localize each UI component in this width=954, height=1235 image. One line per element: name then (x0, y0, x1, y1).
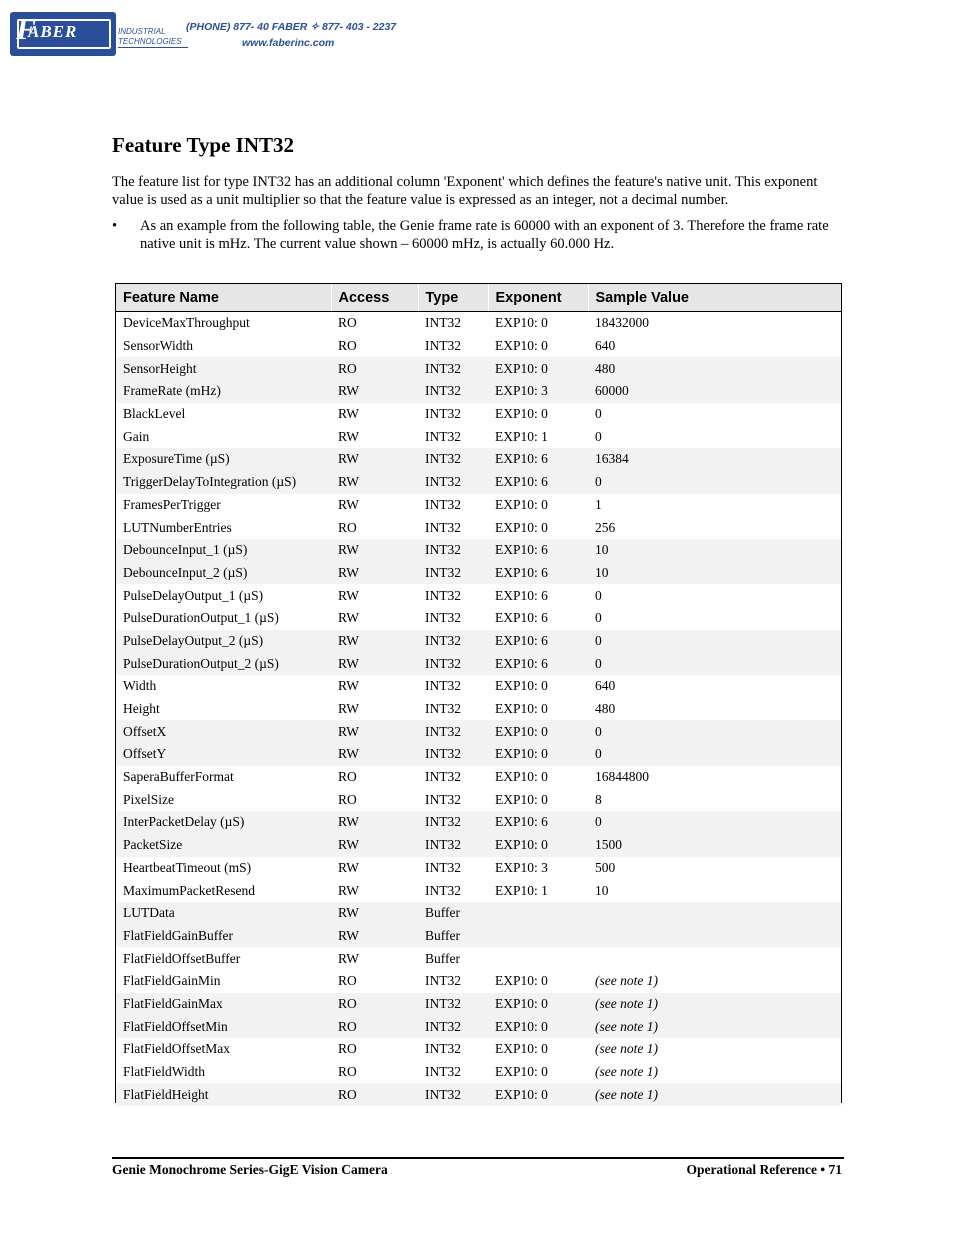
cell-access: RW (331, 630, 418, 653)
cell-exponent: EXP10: 6 (488, 562, 588, 585)
cell-feature-name: DebounceInput_2 (µS) (116, 562, 331, 585)
cell-type: INT32 (425, 519, 461, 535)
cell-feature-name: Height (123, 701, 160, 717)
cell-exponent: EXP10: 0 (488, 357, 588, 380)
cell-exponent: EXP10: 0 (495, 519, 548, 535)
cell-sample-value: 1 (595, 496, 602, 512)
cell-exponent: EXP10: 0 (495, 769, 548, 785)
cell-feature-name: BlackLevel (123, 406, 186, 422)
cell-exponent: EXP10: 6 (488, 471, 588, 494)
cell-sample-value: 0 (595, 406, 602, 422)
cell-sample-value (588, 902, 841, 925)
cell-sample-value: 16844800 (595, 769, 649, 785)
table-row (116, 1061, 841, 1084)
table-row (116, 1015, 841, 1038)
cell-exponent: EXP10: 0 (495, 1064, 548, 1080)
table-row (116, 335, 841, 358)
cell-feature-name: FlatFieldWidth (123, 1064, 205, 1080)
table-row (116, 471, 841, 494)
cell-exponent: EXP10: 6 (488, 811, 588, 834)
cell-type: INT32 (418, 993, 488, 1016)
cell-sample-value: 0 (588, 471, 841, 494)
footer-rule (112, 1157, 844, 1159)
cell-feature-name: ExposureTime (µS) (116, 448, 331, 471)
logo-subtitle-line-1: INDUSTRIAL (118, 27, 166, 36)
cell-sample-value: 640 (595, 338, 616, 354)
cell-access: RO (331, 993, 418, 1016)
cell-sample-value: 0 (595, 610, 602, 626)
table-row (116, 312, 841, 335)
cell-access: RW (338, 882, 360, 898)
cell-access: RW (331, 720, 418, 743)
cell-feature-name: FlatFieldOffsetBuffer (123, 950, 241, 966)
cell-sample-value: (see note 1) (588, 1083, 841, 1106)
cell-type: INT32 (425, 315, 461, 331)
cell-type: INT32 (418, 539, 488, 562)
cell-sample-value: 0 (588, 743, 841, 766)
cell-access: RO (338, 1041, 357, 1057)
cell-sample-value: 0 (595, 428, 602, 444)
cell-type: INT32 (418, 471, 488, 494)
cell-feature-name: FlatFieldGainMin (123, 973, 221, 989)
cell-type: INT32 (425, 791, 461, 807)
cell-exponent (488, 925, 588, 948)
table-row (116, 675, 841, 698)
column-header-sample-value: Sample Value (588, 284, 841, 312)
table-header-row (116, 284, 841, 312)
cell-exponent: EXP10: 0 (488, 1083, 588, 1106)
cell-feature-name: PulseDelayOutput_1 (µS) (123, 587, 264, 603)
cell-feature-name: PacketSize (116, 834, 331, 857)
cell-exponent: EXP10: 0 (488, 834, 588, 857)
table-row (116, 743, 841, 766)
column-header-type: Type (418, 284, 488, 312)
table-row (116, 1083, 841, 1106)
table-row (116, 584, 841, 607)
table-row (116, 879, 841, 902)
cell-sample-value: (see note 1) (595, 1064, 658, 1080)
cell-feature-name: InterPacketDelay (µS) (116, 811, 331, 834)
cell-exponent: EXP10: 0 (495, 791, 548, 807)
cell-access: RO (331, 1083, 418, 1106)
cell-type: INT32 (425, 701, 461, 717)
cell-access: RW (338, 406, 360, 422)
cell-type: INT32 (418, 1083, 488, 1106)
website-link[interactable]: www.faberinc.com (242, 37, 335, 49)
table-row (116, 425, 841, 448)
cell-access: RW (331, 811, 418, 834)
cell-exponent: EXP10: 0 (495, 973, 548, 989)
cell-access: RO (338, 769, 357, 785)
cell-type: INT32 (425, 406, 461, 422)
table-row (116, 766, 841, 789)
cell-sample-value: 500 (595, 859, 616, 875)
cell-exponent: EXP10: 0 (495, 1041, 548, 1057)
cell-type: INT32 (425, 338, 461, 354)
cell-access: RO (338, 973, 357, 989)
logo-subtitle-line-2: TECHNOLOGIES (118, 37, 182, 46)
cell-access: RW (331, 448, 418, 471)
cell-type: INT32 (418, 811, 488, 834)
cell-access: RW (338, 610, 360, 626)
cell-access: RW (331, 471, 418, 494)
cell-access: RW (331, 925, 418, 948)
cell-feature-name: HeartbeatTimeout (mS) (123, 859, 252, 875)
cell-exponent: EXP10: 0 (495, 338, 548, 354)
table-row (116, 857, 841, 880)
cell-sample-value: 256 (595, 519, 616, 535)
cell-feature-name: Gain (123, 428, 150, 444)
bullet-icon: • (112, 218, 118, 234)
table-row (116, 698, 841, 721)
cell-access: RO (331, 357, 418, 380)
table-row (116, 494, 841, 517)
cell-sample-value: 16384 (588, 448, 841, 471)
cell-feature-name: FlatFieldOffsetMin (116, 1015, 331, 1038)
cell-exponent: EXP10: 1 (495, 882, 548, 898)
cell-sample-value: 10 (595, 882, 609, 898)
cell-type: INT32 (425, 1041, 461, 1057)
cell-sample-value: 10 (588, 562, 841, 585)
cell-type: INT32 (425, 973, 461, 989)
cell-type: INT32 (418, 1015, 488, 1038)
cell-type: INT32 (418, 448, 488, 471)
table-row (116, 448, 841, 471)
cell-feature-name: FlatFieldHeight (116, 1083, 331, 1106)
cell-access: RW (331, 743, 418, 766)
cell-access: RO (338, 791, 357, 807)
cell-feature-name: FrameRate (mHz) (116, 380, 331, 403)
cell-type: INT32 (425, 610, 461, 626)
cell-sample-value: 1500 (588, 834, 841, 857)
cell-sample-value (588, 947, 841, 970)
cell-exponent: EXP10: 3 (495, 859, 548, 875)
cell-feature-name: OffsetX (116, 720, 331, 743)
cell-access: RW (338, 496, 360, 512)
cell-sample-value: (see note 1) (588, 993, 841, 1016)
cell-sample-value: 10 (588, 539, 841, 562)
cell-sample-value: (see note 1) (588, 1015, 841, 1038)
cell-access: RW (338, 701, 360, 717)
table-row (116, 947, 841, 970)
cell-exponent: EXP10: 0 (495, 678, 548, 694)
cell-type: Buffer (418, 925, 488, 948)
cell-exponent: EXP10: 6 (488, 652, 588, 675)
cell-sample-value: 0 (588, 811, 841, 834)
cell-access: RW (338, 587, 360, 603)
cell-sample-value: 0 (595, 587, 602, 603)
cell-exponent (488, 902, 588, 925)
cell-access: RO (338, 1064, 357, 1080)
cell-exponent: EXP10: 6 (495, 610, 548, 626)
logo-badge (10, 12, 116, 56)
table-row (116, 562, 841, 585)
table-row (116, 788, 841, 811)
cell-sample-value: 0 (588, 630, 841, 653)
logo-subtitle (118, 27, 182, 47)
cell-sample-value: 640 (595, 678, 616, 694)
cell-exponent: EXP10: 0 (495, 701, 548, 717)
cell-access: RW (331, 902, 418, 925)
logo-word: ABER (28, 22, 78, 41)
cell-exponent: EXP10: 3 (488, 380, 588, 403)
cell-exponent: EXP10: 0 (495, 315, 548, 331)
table-row (116, 811, 841, 834)
cell-feature-name: FlatFieldGainBuffer (116, 925, 331, 948)
cell-type: INT32 (425, 496, 461, 512)
cell-type: INT32 (418, 562, 488, 585)
cell-sample-value: 480 (588, 357, 841, 380)
cell-type: INT32 (425, 428, 461, 444)
logo-letter: F (16, 13, 37, 46)
logo-rule (118, 47, 188, 48)
contact-info (186, 21, 396, 49)
cell-exponent: EXP10: 0 (488, 1015, 588, 1038)
cell-type: INT32 (418, 630, 488, 653)
section-title: Feature Type INT32 (112, 133, 294, 157)
feature-table (115, 283, 842, 1103)
cell-exponent: EXP10: 6 (488, 539, 588, 562)
cell-sample-value: (see note 1) (595, 973, 658, 989)
table-row (116, 652, 841, 675)
cell-feature-name: FlatFieldOffsetMax (123, 1041, 230, 1057)
cell-type: INT32 (418, 743, 488, 766)
cell-feature-name: DeviceMaxThroughput (123, 315, 250, 331)
table-row (116, 925, 841, 948)
cell-feature-name: SensorHeight (116, 357, 331, 380)
cell-access: RW (338, 428, 360, 444)
table-row (116, 902, 841, 925)
cell-feature-name: PixelSize (123, 791, 174, 807)
cell-feature-name: SensorWidth (123, 338, 193, 354)
cell-exponent: EXP10: 6 (488, 448, 588, 471)
cell-exponent: EXP10: 0 (488, 720, 588, 743)
cell-access: RW (331, 562, 418, 585)
table-row (116, 539, 841, 562)
intro-paragraph: The feature list for type INT32 has an additional column 'Exponent' which defines the feature's native unit. This exponent value is used as a unit multiplier so that the feature value is expressed as an integer, not a decimal number. (112, 174, 818, 208)
footer-page-info: Operational Reference • 71 (686, 1162, 842, 1177)
cell-sample-value: 0 (588, 720, 841, 743)
cell-type: Buffer (418, 902, 488, 925)
cell-feature-name: PulseDelayOutput_2 (µS) (116, 630, 331, 653)
cell-feature-name: OffsetY (116, 743, 331, 766)
cell-feature-name: PulseDurationOutput_2 (µS) (116, 652, 331, 675)
cell-access: RW (331, 539, 418, 562)
table-row (116, 720, 841, 743)
cell-exponent: EXP10: 6 (495, 587, 548, 603)
cell-type: Buffer (425, 950, 460, 966)
table-row (116, 403, 841, 426)
cell-access: RW (331, 652, 418, 675)
cell-feature-name: PulseDurationOutput_1 (µS) (123, 610, 279, 626)
cell-feature-name: LUTData (116, 902, 331, 925)
cell-feature-name: FramesPerTrigger (123, 496, 221, 512)
table-row (116, 630, 841, 653)
cell-sample-value: (see note 1) (595, 1041, 658, 1057)
cell-access: RW (331, 380, 418, 403)
cell-access: RW (338, 678, 360, 694)
table-row (116, 516, 841, 539)
cell-type: INT32 (425, 859, 461, 875)
cell-type: INT32 (418, 720, 488, 743)
cell-exponent: EXP10: 0 (488, 993, 588, 1016)
cell-access: RW (331, 834, 418, 857)
cell-access: RW (338, 950, 360, 966)
cell-type: INT32 (418, 380, 488, 403)
table-body (116, 312, 841, 1107)
cell-type: INT32 (418, 834, 488, 857)
cell-feature-name: FlatFieldGainMax (116, 993, 331, 1016)
table-row (116, 380, 841, 403)
cell-access: RO (338, 338, 357, 354)
table-row (116, 970, 841, 993)
cell-access: RW (338, 859, 360, 875)
column-header-exponent: Exponent (488, 284, 588, 312)
bullet-text: As an example from the following table, the Genie frame rate is 60000 with an exponent of 3. Therefore the frame rate native unit is mHz. The current value shown – 60000 mHz, is actually 60.000 Hz. (140, 218, 829, 252)
cell-type: INT32 (425, 769, 461, 785)
cell-type: INT32 (425, 587, 461, 603)
cell-exponent: EXP10: 6 (488, 630, 588, 653)
column-header-feature-name: Feature Name (116, 284, 331, 312)
table-row (116, 1038, 841, 1061)
cell-exponent (488, 947, 588, 970)
cell-sample-value: 18432000 (595, 315, 649, 331)
cell-access: RO (331, 1015, 418, 1038)
cell-sample-value: 60000 (588, 380, 841, 403)
cell-sample-value: 8 (595, 791, 602, 807)
table-row (116, 357, 841, 380)
table-row (116, 993, 841, 1016)
table-row (116, 834, 841, 857)
cell-access: RO (338, 315, 357, 331)
faber-logo (10, 12, 180, 56)
cell-type: INT32 (418, 652, 488, 675)
cell-feature-name: Width (123, 678, 157, 694)
cell-feature-name: DebounceInput_1 (µS) (116, 539, 331, 562)
cell-exponent: EXP10: 0 (495, 406, 548, 422)
cell-sample-value: 480 (595, 701, 616, 717)
cell-exponent: EXP10: 0 (495, 496, 548, 512)
cell-type: INT32 (425, 882, 461, 898)
cell-feature-name: TriggerDelayToIntegration (µS) (116, 471, 331, 494)
cell-sample-value (588, 925, 841, 948)
phone-numbers: (PHONE) 877- 40 FABER ✧ 877- 403 - 2237 (186, 21, 397, 33)
cell-feature-name: LUTNumberEntries (123, 519, 232, 535)
table-row (116, 607, 841, 630)
cell-access: RO (338, 519, 357, 535)
cell-feature-name: MaximumPacketResend (123, 882, 255, 898)
cell-exponent: EXP10: 1 (495, 428, 548, 444)
cell-type: INT32 (418, 357, 488, 380)
cell-sample-value: 0 (588, 652, 841, 675)
cell-feature-name: SaperaBufferFormat (123, 769, 234, 785)
cell-exponent: EXP10: 0 (488, 743, 588, 766)
cell-type: INT32 (425, 678, 461, 694)
column-header-access: Access (331, 284, 418, 312)
footer-doc-title: Genie Monochrome Series-GigE Vision Camera (112, 1162, 388, 1177)
cell-type: INT32 (425, 1064, 461, 1080)
